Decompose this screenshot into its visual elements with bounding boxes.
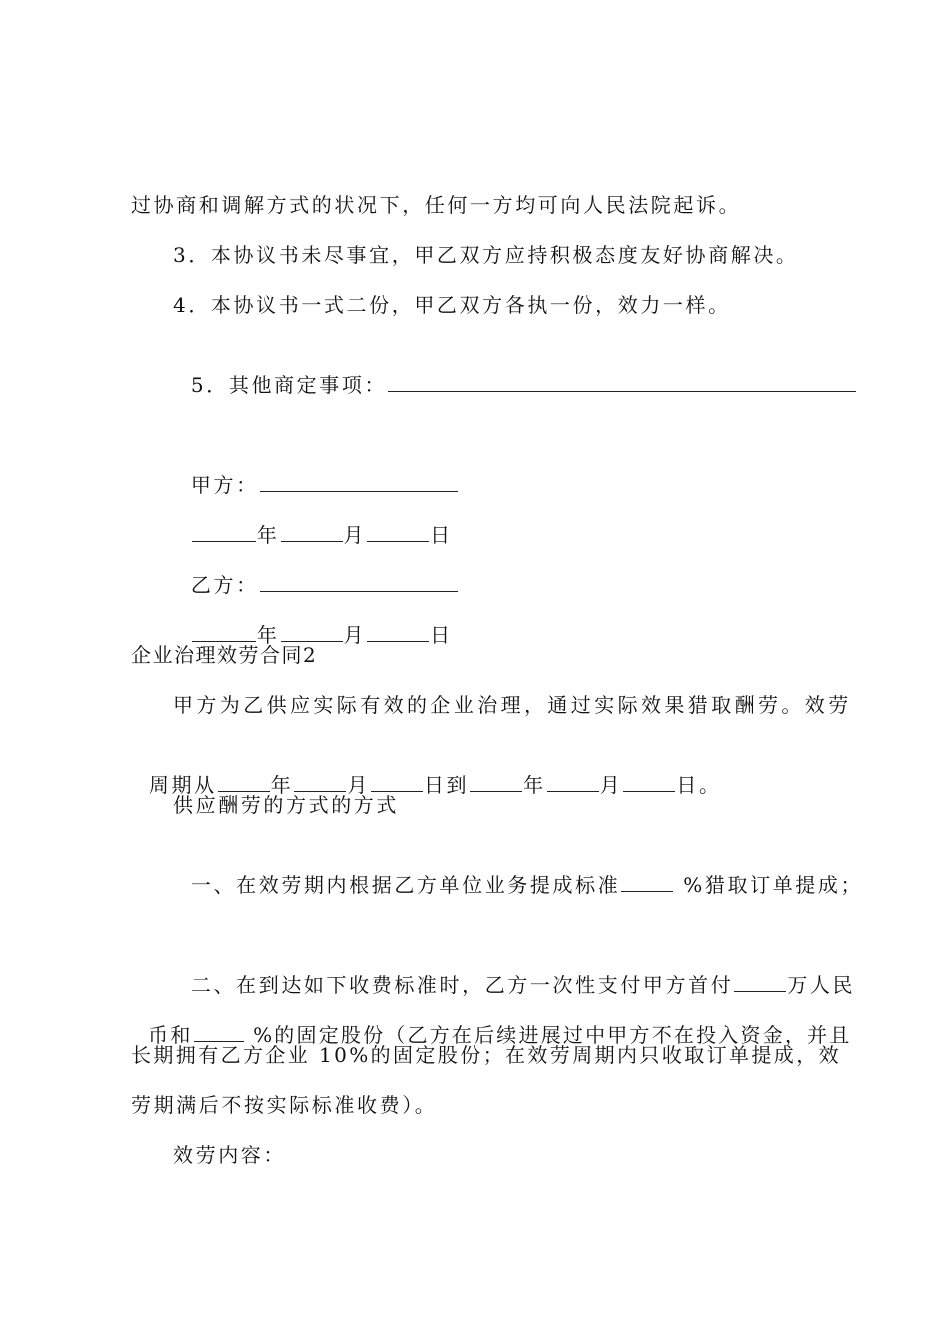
commission-rate-blank [621, 871, 673, 892]
month-label: 月 [347, 773, 370, 797]
month-blank [281, 621, 343, 642]
year-blank [192, 521, 256, 542]
para-3-suffix: %猎取订单提成； [674, 873, 864, 897]
para-4-text: 二、在到达如下收费标准时，乙方一次性支付甲方首付 [190, 973, 734, 997]
month-label: 月 [343, 623, 367, 647]
line-lawsuit: 过协商和调解方式的状况下，任何一方均可向人民法院起诉。 [131, 193, 742, 217]
line-item-5 [173, 340, 857, 400]
year-blank [192, 621, 256, 642]
period-end-label: 日。 [676, 773, 722, 797]
day-blank [367, 621, 429, 642]
year-label: 年 [256, 623, 280, 647]
period-to-label: 日到 [423, 773, 470, 797]
para-4-b-rest: %的固定股份（乙方在后续进展过中甲方不在投入资金，并且 [244, 1023, 852, 1047]
period-from-label: 周期从 [148, 773, 217, 797]
start-year-blank [218, 771, 270, 792]
month-blank [281, 521, 343, 542]
para-1-line-1: 甲方为乙供应实际有效的企业治理，通过实际效果猎取酬劳。效劳 [173, 693, 852, 717]
end-day-blank [623, 771, 675, 792]
service-content-label: 效劳内容： [173, 1143, 286, 1167]
day-label: 日 [430, 523, 453, 547]
para-4-unit: 万人民 [787, 973, 856, 997]
para-3-text: 一、在效劳期内根据乙方单位业务提成标准 [190, 873, 621, 897]
item-5-label: 5．其他商定事项： [190, 373, 388, 397]
month-label: 月 [599, 773, 623, 797]
equity-rate-blank [194, 1021, 244, 1042]
year-label: 年 [523, 773, 546, 797]
line-item-3: 3．本协议书未尽事宜，甲乙双方应持积极态度友好协商解决。 [173, 243, 799, 267]
party-a-label: 甲方： [190, 473, 259, 497]
start-day-blank [371, 771, 423, 792]
section-heading: 企业治理效劳合同2 [131, 643, 318, 667]
end-month-blank [547, 771, 599, 792]
day-label: 日 [430, 623, 453, 647]
month-label: 月 [343, 523, 367, 547]
para-4-line-4: 劳期满后不按实际标准收费）。 [131, 1093, 438, 1117]
party-b-label: 乙方： [190, 573, 259, 597]
para-2: 供应酬劳的方式的方式 [173, 793, 399, 817]
start-month-blank [294, 771, 346, 792]
day-blank [367, 521, 429, 542]
year-label: 年 [256, 523, 280, 547]
para-4-b-start: 币和 [148, 1023, 193, 1047]
party-a-blank [260, 471, 458, 492]
para-3 [173, 840, 863, 900]
party-b-blank [260, 571, 458, 592]
year-label: 年 [270, 773, 294, 797]
para-4-line-3: 长期拥有乙方企业 10%的固定股份；在效劳周期内只收取订单提成，效 [131, 1043, 842, 1067]
end-year-blank [470, 771, 522, 792]
other-matters-blank [388, 371, 856, 392]
line-item-4: 4．本协议书一式二份，甲乙双方各执一份，效力一样。 [173, 293, 731, 317]
down-payment-blank [734, 971, 786, 992]
